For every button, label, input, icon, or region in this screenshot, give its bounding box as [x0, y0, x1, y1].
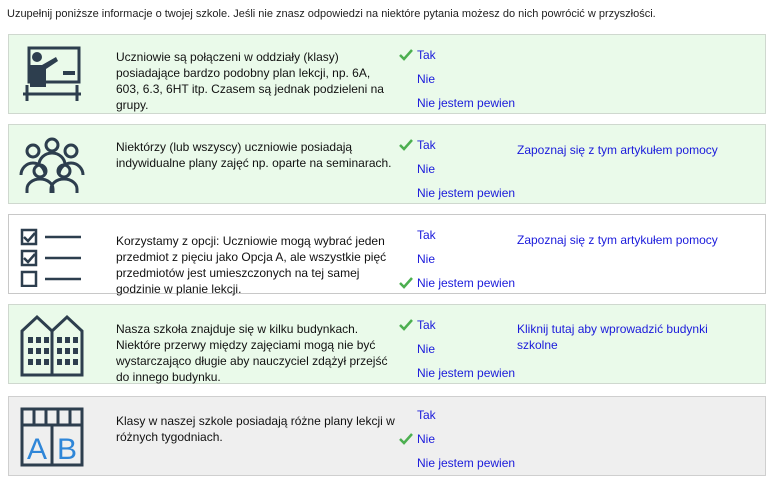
option-yes[interactable]: Tak	[417, 228, 436, 242]
question-text: Uczniowie są połączeni w oddziały (klasy) posiadające bardzo podobny plan lekcji, np. 6A, 603, 6.3, 6HT itp. Czasem są jednak podzieleni na grupy.	[116, 50, 384, 112]
student-group-icon	[19, 131, 85, 197]
question-text: Klasy w naszej szkole posiadają różne plany lekcji w różnych tygodniach.	[116, 414, 395, 444]
option-no[interactable]: Nie	[417, 432, 436, 446]
question-row-classes	[8, 34, 766, 114]
check-icon	[399, 433, 413, 445]
intro-text: Uzupełnij poniższe informacje o twojej szkole. Jeśli nie znasz odpowiedzi na niektóre pytania możesz do nich powrócić w przyszłości.	[7, 8, 656, 20]
option-yes[interactable]: Tak	[417, 318, 436, 332]
option-unsure[interactable]: Nie jestem pewien	[417, 186, 516, 200]
question-row-ab-weeks	[8, 396, 766, 476]
question-text: Niektórzy (lub wszyscy) uczniowie posiadają indywidualne plany zajęć np. oparte na seminarach.	[116, 140, 392, 170]
option-yes[interactable]: Tak	[417, 408, 436, 422]
svg-text:A: A	[26, 433, 48, 466]
check-icon	[399, 277, 413, 289]
question-row-individual-plans	[8, 124, 766, 204]
checklist-icon	[19, 221, 85, 287]
option-no[interactable]: Nie	[417, 342, 436, 356]
question-row-options	[8, 214, 766, 294]
question-row-buildings	[8, 304, 766, 384]
check-icon	[399, 139, 413, 151]
check-icon	[399, 319, 413, 331]
option-unsure[interactable]: Nie jestem pewien	[417, 456, 516, 470]
option-yes[interactable]: Tak	[417, 138, 436, 152]
help-article-link[interactable]: Zapoznaj się z tym artykułem pomocy	[517, 233, 718, 247]
buildings-icon	[19, 311, 85, 377]
check-icon	[399, 49, 413, 61]
option-no[interactable]: Nie	[417, 72, 436, 86]
teacher-board-icon	[19, 41, 85, 107]
option-unsure[interactable]: Nie jestem pewien	[417, 96, 516, 110]
question-text: Nasza szkoła znajduje się w kilku budynkach. Niektóre przerwy między zajęciami mogą nie być wystarczająco długie aby nauczyciel zdążył przejść do innego budynku.	[116, 322, 388, 384]
option-unsure[interactable]: Nie jestem pewien	[417, 366, 516, 380]
svg-text:B: B	[56, 433, 78, 466]
help-article-link[interactable]: Zapoznaj się z tym artykułem pomocy	[517, 143, 718, 157]
question-text: Korzystamy z opcji: Uczniowie mogą wybrać jeden przedmiot z pięciu jako Opcja A, ale wszystkie pięć przedmiotów jest umieszczonych na tej samej godzinie w planie lekcji.	[116, 234, 387, 296]
option-yes[interactable]: Tak	[417, 48, 436, 62]
option-no[interactable]: Nie	[417, 252, 436, 266]
ab-calendar-icon	[19, 403, 85, 469]
enter-buildings-link[interactable]: Kliknij tutaj aby wprowadzić budynki szkolne	[517, 322, 708, 352]
option-unsure[interactable]: Nie jestem pewien	[417, 276, 516, 290]
option-no[interactable]: Nie	[417, 162, 436, 176]
